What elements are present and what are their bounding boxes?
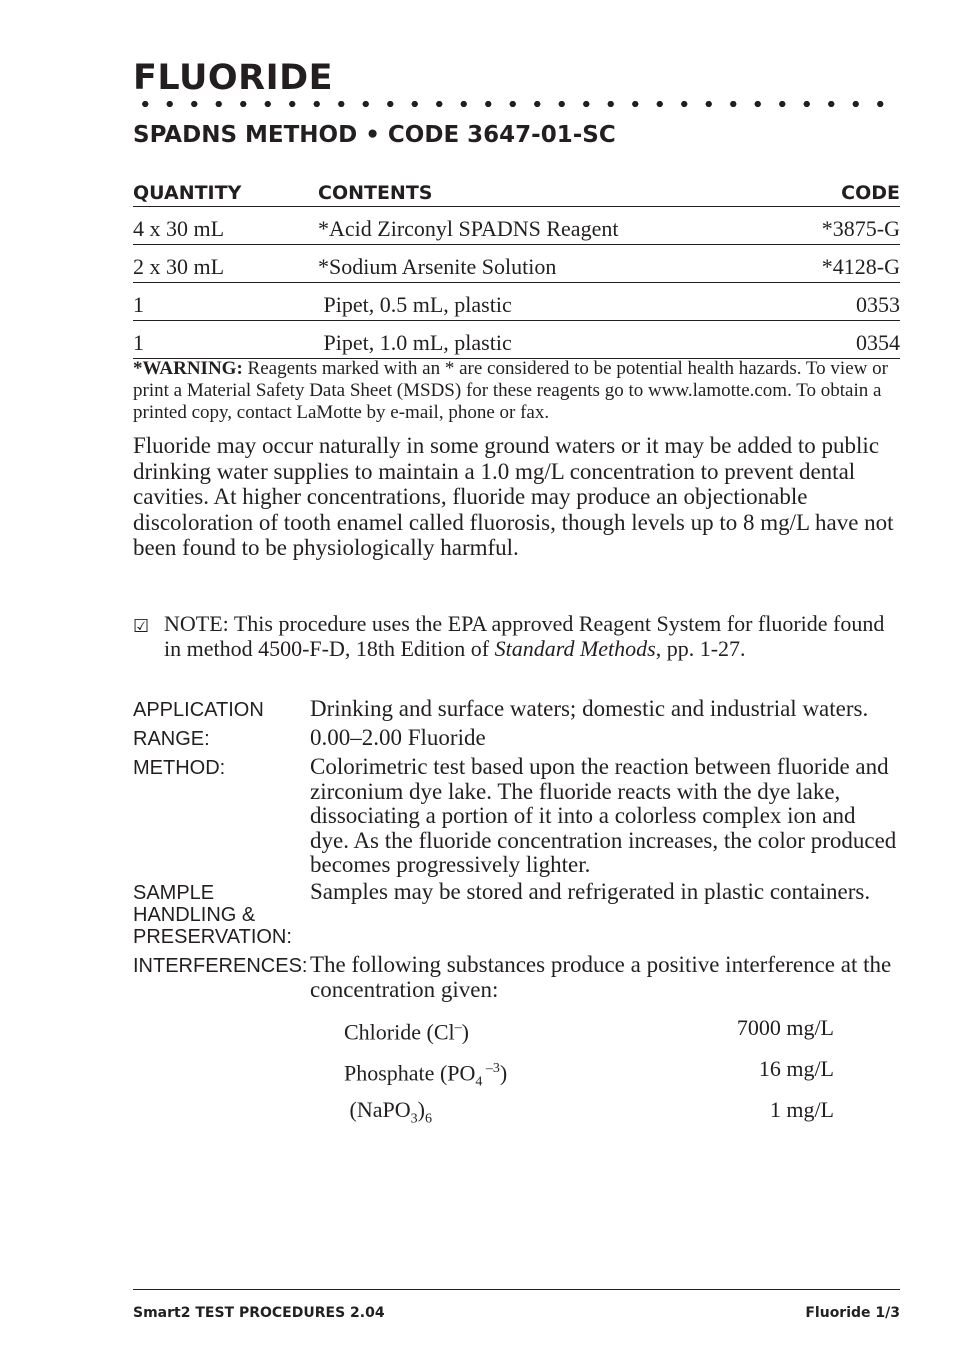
spec-value: Colorimetric test based upon the reaction between fluoride and zirconium dye lake. The fluoride reacts with the dye lake, dissociating a portion of it into a colorless complex ion and dye. As the fluoride concentration increases, the color produced becomes progressively lighter. (310, 754, 897, 877)
dotted-rule (133, 100, 891, 108)
table-row (133, 207, 900, 245)
warning-label: *WARNING: (133, 358, 243, 379)
spec-value: 0.00–2.00 Fluoride (310, 725, 486, 750)
cell-quantity: 1 (133, 321, 318, 359)
interference-value: 1 mg/L (769, 1097, 834, 1122)
msds-warning (133, 358, 903, 424)
contents-table (133, 176, 900, 359)
warning-text: Reagents marked with an * are considered to be potential health hazards. To view or print a Material Safety Data Sheet (MSDS) for these reagents go to www.lamotte.com. To obtain a printed copy, contact LaMotte by e-mail, phone or fax. (133, 358, 888, 423)
spec-label: RANGE: (133, 728, 210, 750)
cell-contents: *Acid Zirconyl SPADNS Reagent (318, 207, 780, 245)
cell-contents: Pipet, 0.5 mL, plastic (318, 283, 780, 321)
spec-label: INTERFERENCES: (133, 955, 308, 977)
note-italic-reference: Standard Methods (494, 636, 656, 661)
cell-quantity: 4 x 30 mL (133, 207, 318, 245)
header-contents: CONTENTS (318, 176, 780, 207)
header-code: CODE (780, 176, 900, 207)
page-title: FLUORIDE (133, 58, 334, 98)
note-text: NOTE: This procedure uses the EPA approved Reagent System for fluoride found in method 4500-F-D, 18th Edition of Standard Methods, pp. 1-27. (164, 611, 885, 661)
footer-rule (133, 1289, 900, 1290)
table-row (133, 283, 900, 321)
cell-code: *4128-G (780, 245, 900, 283)
method-subtitle: SPADNS METHOD • CODE 3647-01-SC (133, 122, 616, 148)
interference-name: Chloride (Cl–) (344, 1019, 469, 1045)
footer-page-number: Fluoride 1/3 (805, 1305, 900, 1321)
spec-label: METHOD: (133, 757, 226, 779)
interference-value: 16 mg/L (758, 1056, 834, 1081)
cell-contents: Pipet, 1.0 mL, plastic (318, 321, 780, 359)
cell-code: 0353 (780, 283, 900, 321)
table-row (133, 245, 900, 283)
cell-quantity: 2 x 30 mL (133, 245, 318, 283)
table-header-row (133, 176, 900, 207)
cell-code: 0354 (780, 321, 900, 359)
spec-value: Drinking and surface waters; domestic and industrial waters. (310, 696, 869, 721)
cell-code: *3875-G (780, 207, 900, 245)
spec-label: APPLICATION (133, 699, 264, 721)
cell-contents: *Sodium Arsenite Solution (318, 245, 780, 283)
spec-value: Samples may be stored and refrigerated in plastic containers. (310, 879, 871, 904)
table-row (133, 321, 900, 359)
header-quantity: QUANTITY (133, 176, 318, 207)
spec-label: SAMPLE HANDLING & PRESERVATION: (133, 882, 292, 948)
intro-paragraph: Fluoride may occur naturally in some ground waters or it may be added to public drinking water supplies to maintain a 1.0 mg/L concentration to prevent dental cavities. At higher concentrations, fluoride may produce an objectionable discoloration of tooth enamel called fluorosis, though levels up to 8 mg/L have not been found to be physiologically harmful. (133, 433, 894, 560)
interference-name: $(NaPO_3)_6$ (344, 1097, 432, 1127)
note-block (133, 611, 903, 661)
checkbox-icon: ☑ (133, 616, 150, 637)
cell-quantity: 1 (133, 283, 318, 321)
spec-value: The following substances produce a positive interference at the concentration given: (310, 952, 892, 1002)
interference-name: Phosphate ($PO_4$ $^{-3}$) (344, 1060, 508, 1090)
footer-doc-title: Smart2 TEST PROCEDURES 2.04 (133, 1305, 385, 1321)
interference-value: 7000 mg/L (736, 1015, 834, 1040)
